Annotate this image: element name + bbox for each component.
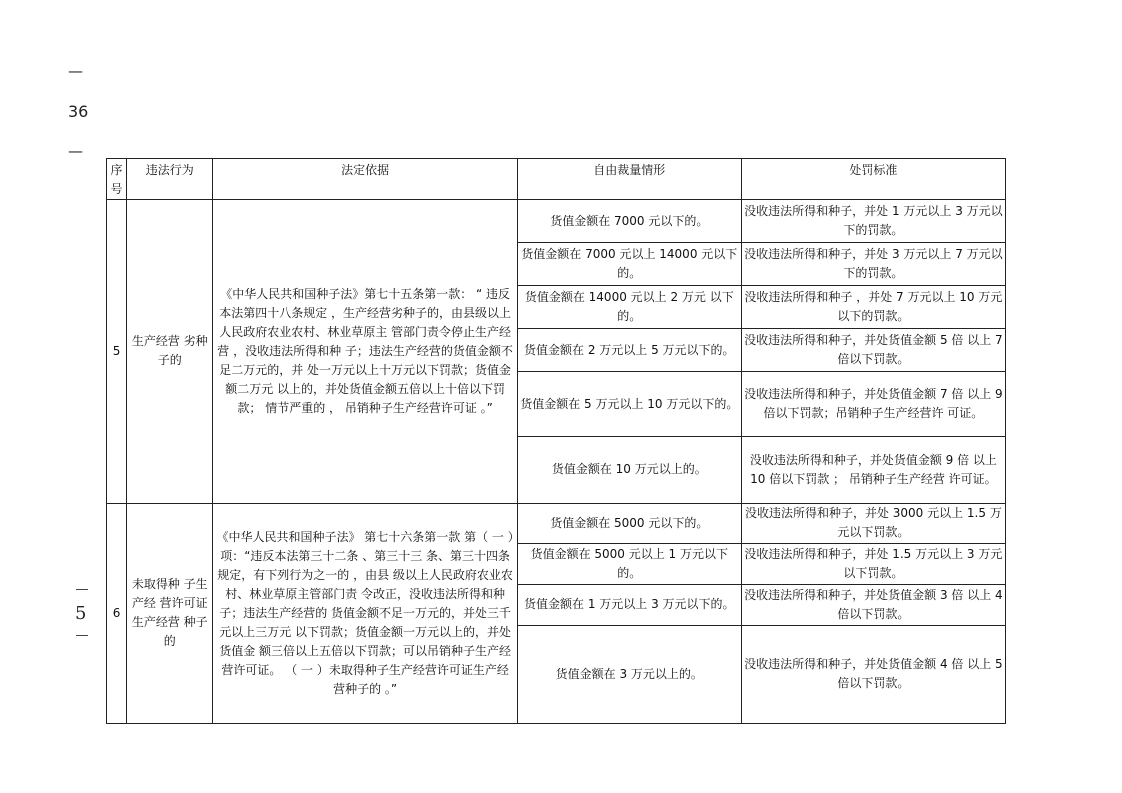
- top-page-number: 36: [68, 102, 89, 121]
- situation-cell: 货值金额在 5000 元以下的。: [517, 503, 741, 543]
- side-page-marker: [70, 583, 92, 683]
- table-row: [107, 503, 1006, 543]
- row-number: 5: [107, 200, 127, 503]
- situation-cell: 货值金额在 2 万元以上 5 万元以下的。: [517, 329, 741, 372]
- situation-cell: 货值金额在 7000 元以下的。: [517, 200, 741, 243]
- header-number: 序号: [107, 159, 127, 200]
- penalty-cell: 没收违法所得和种子，并处 3000 元以上 1.5 万元以下罚款。: [741, 503, 1005, 543]
- situation-cell: 货值金额在 10 万元以上的。: [517, 437, 741, 503]
- table-row: [107, 200, 1006, 243]
- header-discretion-situation: 自由裁量情形: [517, 159, 741, 200]
- table-header-row: [107, 159, 1006, 200]
- row-violation: 未取得种 子生产经 营许可证 生产经营 种子的: [127, 503, 213, 723]
- penalty-cell: 没收违法所得和种子，并处 3 万元以上 7 万元以下的罚款。: [741, 243, 1005, 286]
- penalty-cell: 没收违法所得和种子，并处货值金额 3 倍 以上 4 倍以下罚款。: [741, 584, 1005, 625]
- header-penalty-standard: 处罚标准: [741, 159, 1005, 200]
- row-legal-basis: 《中华人民共和国种子法》第七十五条第一款： “ 违反本法第四十八条规定 ，生产经营劣种子的，由县级以上人民政府农业农村、林业草原主 管部门责令停止生产经营 ，没收违法所得和种 子；违法生产经营的货值金额不足二万元的，并 处一万元以上十万元以下罚款；货值金额二万元 以上的，并处货值金额五倍以上十倍以下罚款； 情节严重的 ， 吊销种子生产经营许可证 。”: [213, 200, 517, 503]
- row-violation: 生产经营 劣种子的: [127, 200, 213, 503]
- situation-cell: 货值金额在 5 万元以上 10 万元以下的。: [517, 372, 741, 437]
- situation-cell: 货值金额在 1 万元以上 3 万元以下的。: [517, 584, 741, 625]
- side-page-number: 5: [75, 603, 87, 624]
- top-dash-mark-2: —: [68, 142, 83, 160]
- header-violation: 违法行为: [127, 159, 213, 200]
- row-legal-basis: 《中华人民共和国种子法》 第七十六条第一款 第（ 一 ）项：“违反本法第三十二条 、第三十三 条、第三十四条规定，有下列行为之一的 ，由县 级以上人民政府农业农村、林业草原主管部门责 令改正，没收违法所得和种子；违法生产经营的 货值金额不足一万元的，并处三千元以上三万元 以下罚款；货值金额一万元以上的，并处货值金 额三倍以上五倍以下罚款；可以吊销种子生产经 营许可证。 （ 一 ）未取得种子生产经营许可证生产经营种子的 。”: [213, 503, 517, 723]
- situation-cell: 货值金额在 14000 元以上 2 万元 以下的。: [517, 286, 741, 329]
- penalty-cell: 没收违法所得和种子，并处 1 万元以上 3 万元以下的罚款。: [741, 200, 1005, 243]
- penalty-standard-table: [106, 158, 1006, 724]
- situation-cell: 货值金额在 5000 元以上 1 万元以下的。: [517, 543, 741, 584]
- penalty-cell: 没收违法所得和种子，并处 1.5 万元以上 3 万元以下罚款。: [741, 543, 1005, 584]
- top-dash-mark: —: [68, 62, 83, 80]
- side-dash-top: [76, 589, 88, 590]
- header-legal-basis: 法定依据: [213, 159, 517, 200]
- situation-cell: 货值金额在 3 万元以上的。: [517, 625, 741, 723]
- side-dash-bottom: [76, 635, 88, 636]
- penalty-cell: 没收违法所得和种子，并处货值金额 7 倍 以上 9 倍以下罚款；吊销种子生产经营许 可证。: [741, 372, 1005, 437]
- row-number: 6: [107, 503, 127, 723]
- penalty-cell: 没收违法所得和种子 ，并处 7 万元以上 10 万元以下的罚款。: [741, 286, 1005, 329]
- situation-cell: 货值金额在 7000 元以上 14000 元以下的。: [517, 243, 741, 286]
- penalty-cell: 没收违法所得和种子，并处货值金额 9 倍 以上 10 倍以下罚款 ； 吊销种子生产经营 许可证。: [741, 437, 1005, 503]
- penalty-cell: 没收违法所得和种子，并处货值金额 4 倍 以上 5 倍以下罚款。: [741, 625, 1005, 723]
- penalty-cell: 没收违法所得和种子，并处货值金额 5 倍 以上 7 倍以下罚款。: [741, 329, 1005, 372]
